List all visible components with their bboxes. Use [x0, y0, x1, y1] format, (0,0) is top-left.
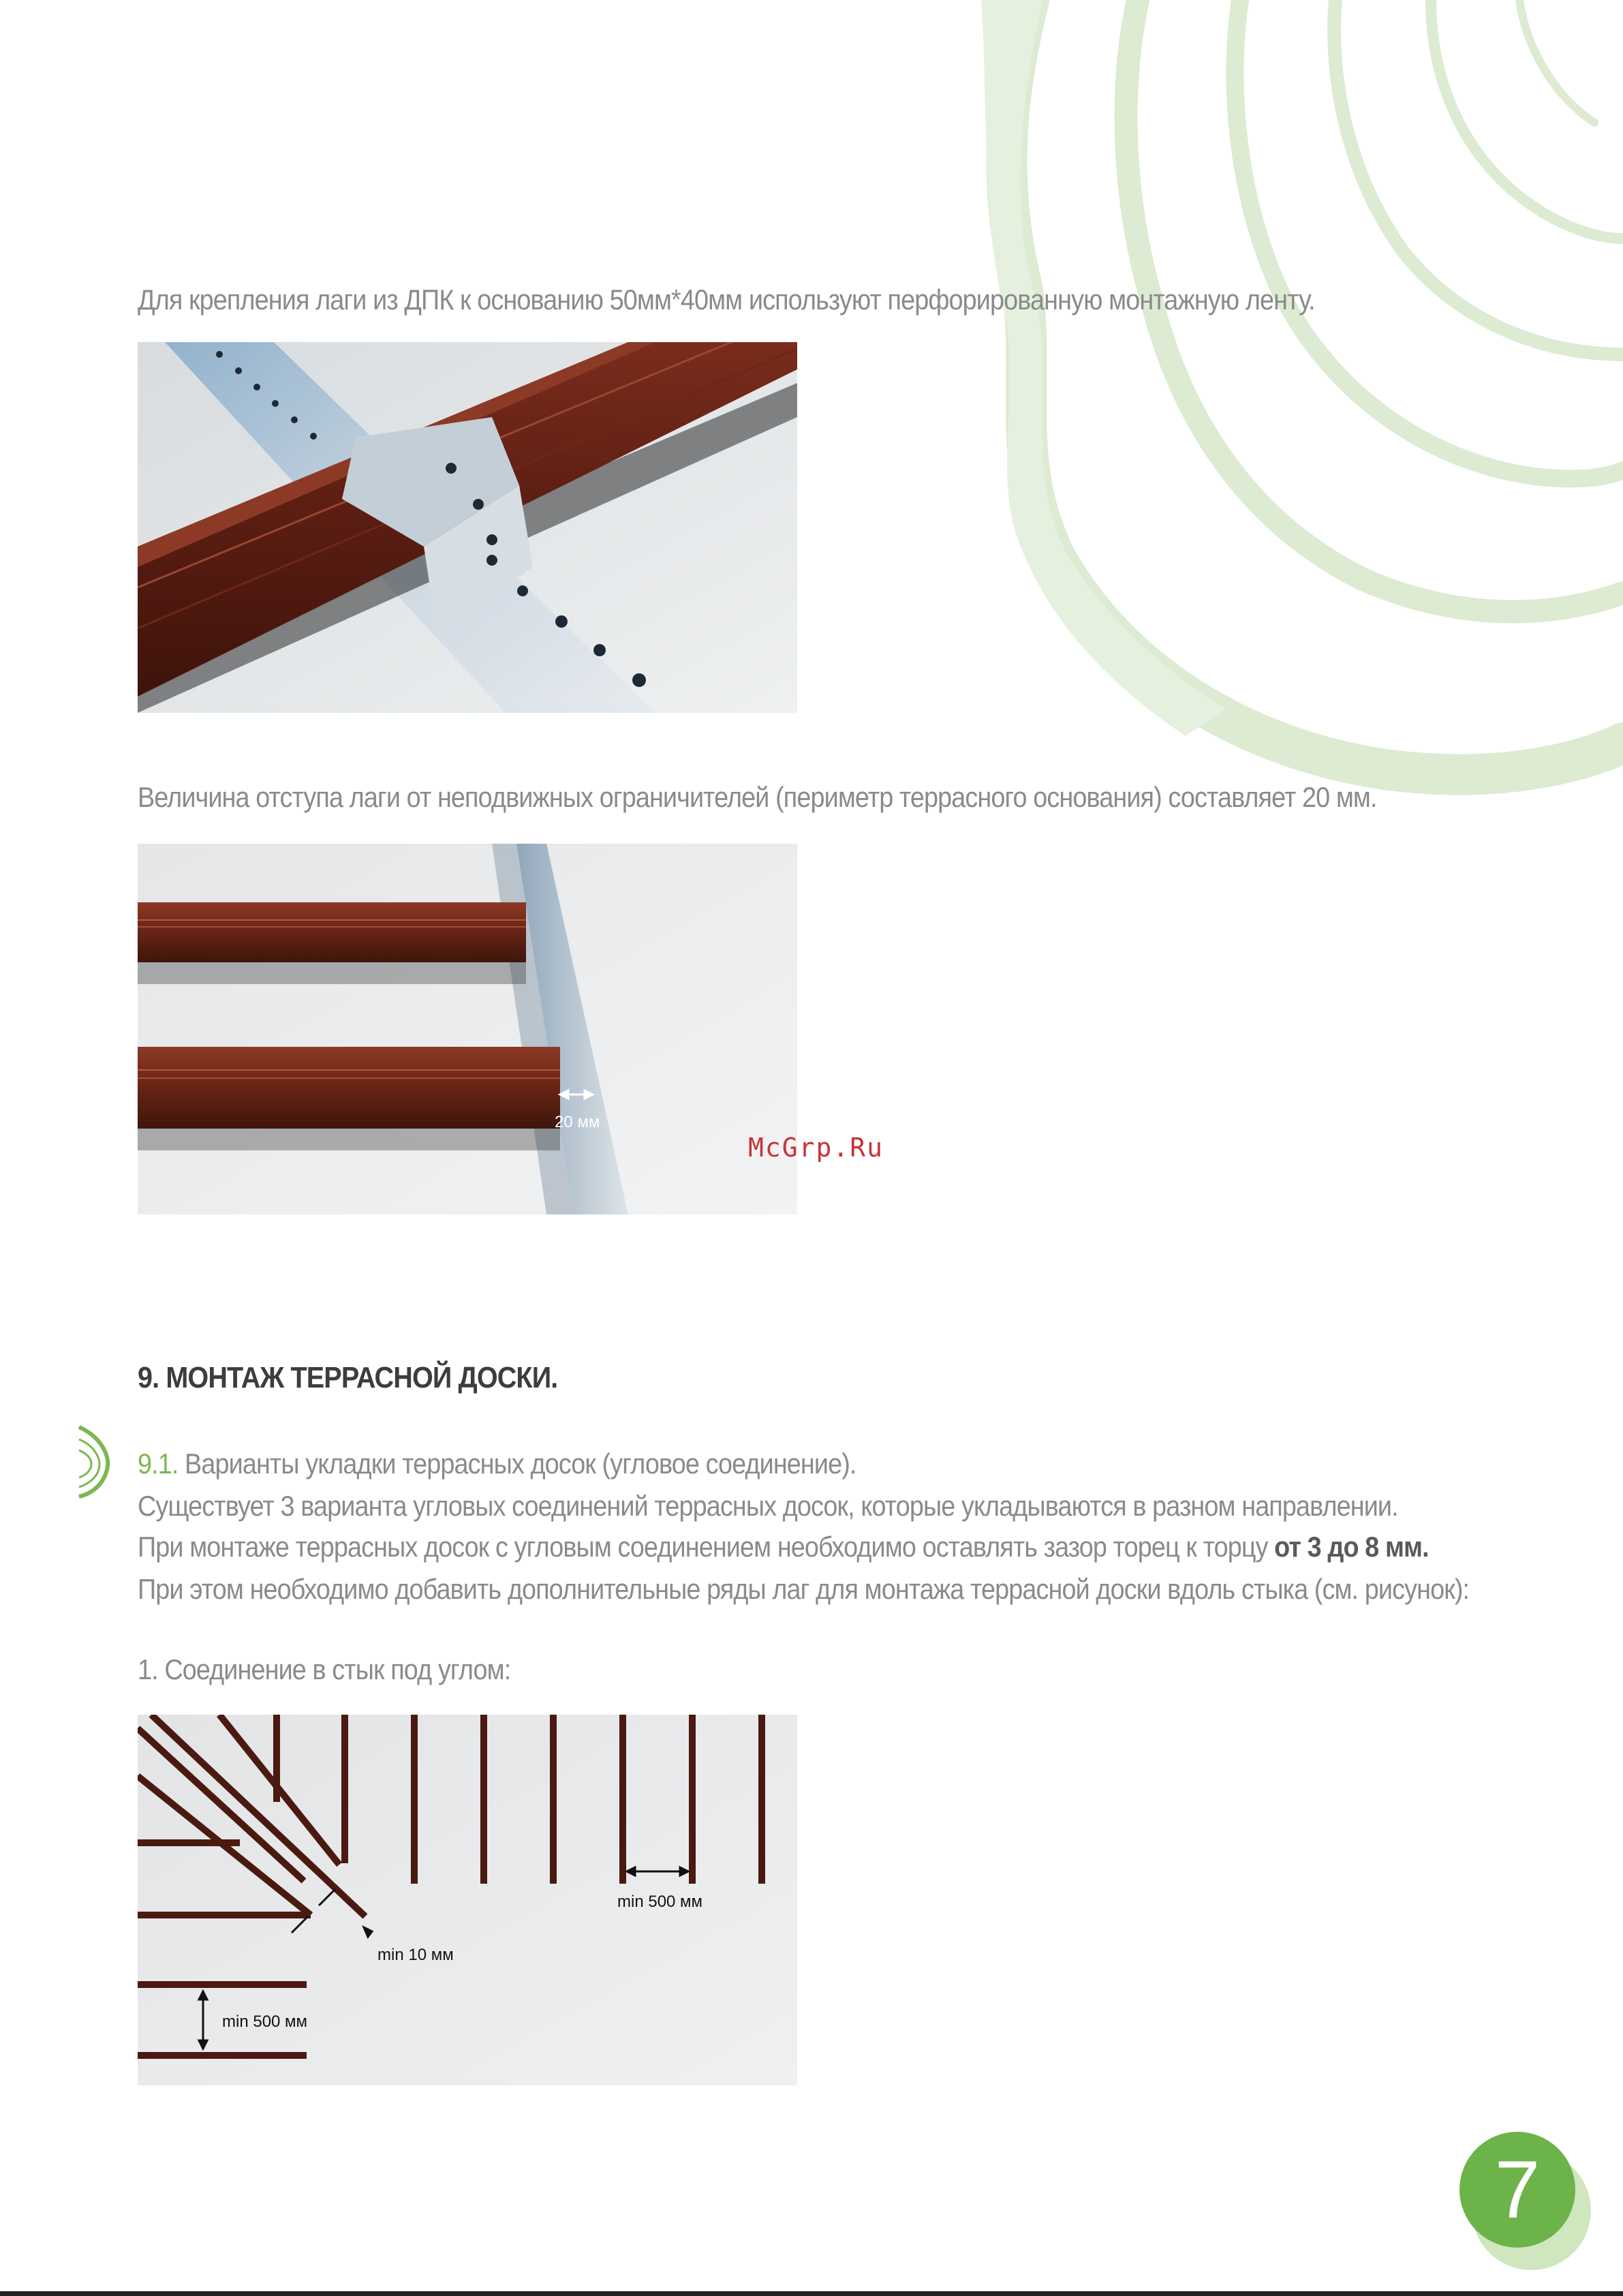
variant-1-title: 1. Соединение в стык под углом:: [138, 1653, 511, 1685]
watermark-text: McGrp.Ru: [748, 1133, 884, 1163]
section-line-1: Существует 3 варианта угловых соединений террасных досок, которые укладываются в разном направлении.: [138, 1490, 1398, 1522]
figure-joist-strap-photo: [138, 342, 797, 713]
label-spacing-top: min 500 мм: [617, 1893, 703, 1911]
ring-bullet-decoration: [76, 1424, 112, 1499]
intro-paragraph-1: Для крепления лаги из ДПК к основанию 50мм*40мм используют перфорированную монтажную ленту.: [138, 284, 1315, 316]
bottom-rule: [0, 2291, 1623, 2296]
subsection-number: 9.1.: [138, 1448, 179, 1480]
tree-rings-decoration: [981, 0, 1623, 900]
section-line-2: [138, 1527, 1429, 1567]
page-number: 7: [1494, 2144, 1541, 2235]
subsection-title: Варианты укладки террасных досок (угловое соединение).: [178, 1448, 856, 1480]
label-spacing-bottom: min 500 мм: [222, 2012, 308, 2031]
section-heading: 9. МОНТАЖ ТЕРРАСНОЙ ДОСКИ.: [138, 1361, 558, 1394]
subsection-title-line: [138, 1443, 856, 1484]
figure-corner-joint-diagram: [138, 1715, 797, 2085]
section-line-2-text: При монтаже террасных досок с угловым соединением необходимо оставлять зазор торец к торцу: [138, 1531, 1275, 1563]
page-number-badge: [1459, 2132, 1575, 2248]
intro-paragraph-2: Величина отступа лаги от неподвижных ограничителей (периметр террасного основания) составляет 20 мм.: [138, 781, 1377, 813]
figure-joist-offset-photo: [138, 844, 797, 1214]
label-gap: min 10 мм: [377, 1946, 454, 1964]
section-line-2-bold: от 3 до 8 мм.: [1274, 1531, 1429, 1563]
section-line-3: При этом необходимо добавить дополнительные ряды лаг для монтажа террасной доски вдоль стыка (см. рисунок):: [138, 1573, 1470, 1605]
gap-label: 20 мм: [555, 1113, 600, 1131]
